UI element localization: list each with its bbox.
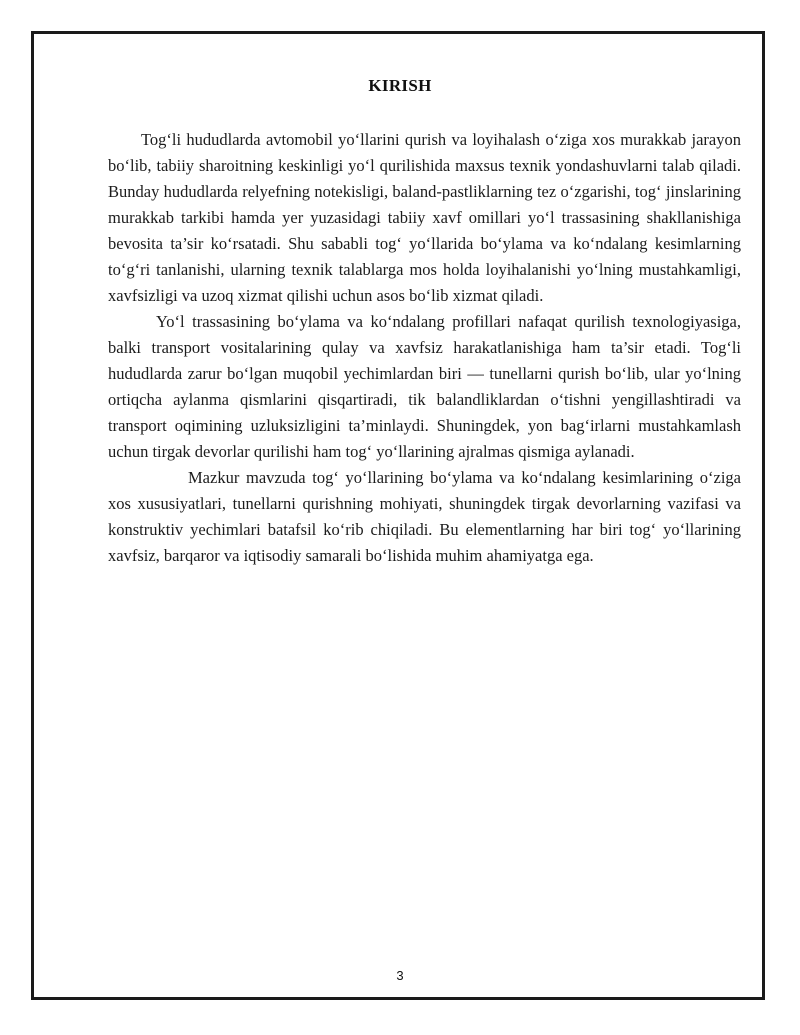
page-number: 3 [396,968,404,983]
document-body [108,127,741,569]
page-title: KIRISH [368,76,432,95]
intro-paragraph-3: Mazkur mavzuda tog‘ yo‘llarining bo‘ylama va ko‘ndalang kesimlarining o‘ziga xos xususiyatlari, tunellarni qurishning mohiyati, shuningdek tirgak devorlarning vazifasi va konstruktiv yechimlari batafsil ko‘rib chiqiladi. Bu elementlarning har biri tog‘ yo‘llarining xavfsiz, barqaror va iqtisodiy samarali bo‘lishida muhim ahamiyatga ega. [108,468,741,565]
intro-paragraph-1: Tog‘li hududlarda avtomobil yo‘llarini qurish va loyihalash o‘ziga xos murakkab jarayon bo‘lib, tabiiy sharoitning keskinligi yo‘l qurilishida maxsus texnik yondashuvlarni talab qiladi. Bunday hududlarda relyefning notekisligi, baland-pastliklarning tez o‘zgarishi, tog‘ jinslarining murakkab tarkibi hamda yer yuzasidagi tabiiy xavf omillari yo‘l trassasining shakllanishiga bevosita ta’sir ko‘rsatadi. Shu sababli tog‘ yo‘llarida bo‘ylama va ko‘ndalang kesimlarning to‘g‘ri tanlanishi, ularning texnik talablarga mos holda loyihalanishi yo‘lning mustahkamligi, xavfsizligi va uzoq xizmat qilishi uchun asos bo‘lib xizmat qiladi. [108,130,741,305]
intro-paragraph-2: Yo‘l trassasining bo‘ylama va ko‘ndalang profillari nafaqat qurilish texnologiyasiga, balki transport vositalarining qulay va xavfsiz harakatlanishiga ham ta’sir etadi. Tog‘li hududlarda zarur bo‘lgan muqobil yechimlardan biri — tunellarni qurish bo‘lib, ular yo‘lning ortiqcha aylanma qismlarini qisqartiradi, tik balandliklardan o‘tishni yengillashtiradi va transport oqimining uzluksizligini ta’minlaydi. Shuningdek, yon bag‘irlarni mustahkamlash uchun tirgak devorlar qurilishi ham tog‘ yo‘llarining ajralmas qismiga aylanadi. [108,312,741,461]
